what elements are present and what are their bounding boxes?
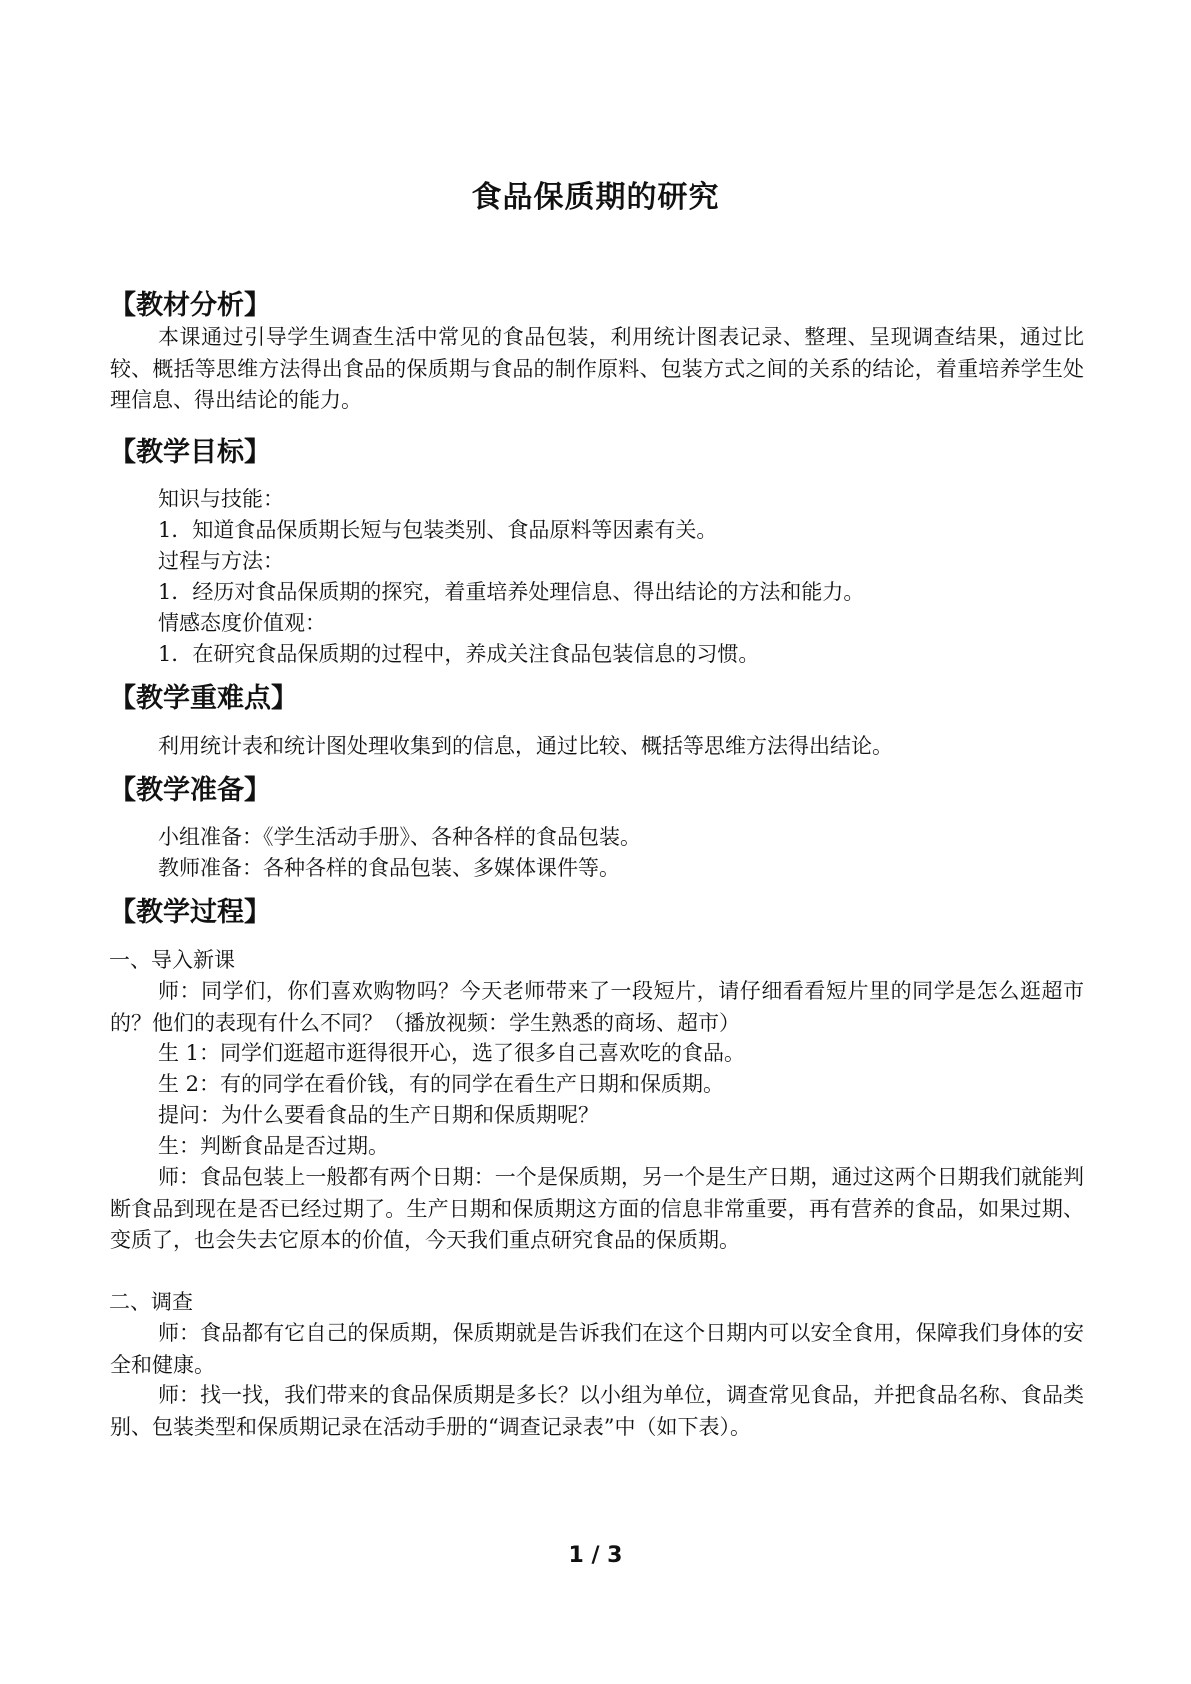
process-step-title: 二、调查 xyxy=(109,1290,193,1314)
process-line: 生 2：有的同学在看价钱，有的同学在看生产日期和保质期。 xyxy=(158,1072,725,1096)
goals-line: 1．经历对食品保质期的探究，着重培养处理信息、得出结论的方法和能力。 xyxy=(158,580,865,604)
process-paragraph: 师：食品包装上一般都有两个日期：一个是保质期，另一个是生产日期，通过这两个日期我们就能判断食品到现在是否已经过期了。生产日期和保质期这方面的信息非常重要，再有营养的食品，如果过期、变质了，也会失去它原本的价值，今天我们重点研究食品的保质期。 xyxy=(110,1165,1084,1252)
process-paragraph: 师：同学们，你们喜欢购物吗？今天老师带来了一段短片，请仔细看看短片里的同学是怎么逛超市的？他们的表现有什么不同？（播放视频：学生熟悉的商场、超市） xyxy=(110,979,1084,1035)
section-heading-goals: 【教学目标】 xyxy=(109,437,271,468)
process-paragraph: 师：食品都有它自己的保质期，保质期就是告诉我们在这个日期内可以安全食用，保障我们身体的安全和健康。 xyxy=(110,1321,1084,1377)
page-title: 食品保质期的研究 xyxy=(471,180,720,215)
process-line: 提问：为什么要看食品的生产日期和保质期呢？ xyxy=(158,1103,599,1127)
section-heading-prep: 【教学准备】 xyxy=(109,775,271,806)
key-points-text: 利用统计表和统计图处理收集到的信息，通过比较、概括等思维方法得出结论。 xyxy=(158,734,893,758)
goals-line: 过程与方法： xyxy=(158,549,284,573)
goals-line: 1．在研究食品保质期的过程中，养成关注食品包装信息的习惯。 xyxy=(158,642,760,666)
goals-line: 1．知道食品保质期长短与包装类别、食品原料等因素有关。 xyxy=(158,518,718,542)
goals-line: 情感态度价值观： xyxy=(158,611,326,635)
section-heading-process: 【教学过程】 xyxy=(109,897,271,928)
analysis-paragraph: 本课通过引导学生调查生活中常见的食品包装，利用统计图表记录、整理、呈现调查结果，通过比较、概括等思维方法得出食品的保质期与食品的制作原料、包装方式之间的关系的结论，着重培养学生处理信息、得出结论的能力。 xyxy=(110,325,1084,412)
process-line: 生 1：同学们逛超市逛得很开心，选了很多自己喜欢吃的食品。 xyxy=(158,1041,746,1065)
prep-line: 教师准备：各种各样的食品包装、多媒体课件等。 xyxy=(158,856,620,880)
page-number: 1 / 3 xyxy=(568,1543,623,1568)
prep-line: 小组准备：《学生活动手册》、各种各样的食品包装。 xyxy=(158,825,641,849)
goals-line: 知识与技能： xyxy=(158,487,284,511)
section-heading-analysis: 【教材分析】 xyxy=(109,290,271,321)
process-step-title: 一、导入新课 xyxy=(109,948,235,972)
process-paragraph: 师：找一找，我们带来的食品保质期是多长？以小组为单位，调查常见食品，并把食品名称、食品类别、包装类型和保质期记录在活动手册的“调查记录表”中（如下表）。 xyxy=(110,1383,1084,1439)
section-heading-key-points: 【教学重难点】 xyxy=(109,683,298,714)
process-line: 生：判断食品是否过期。 xyxy=(158,1134,389,1158)
